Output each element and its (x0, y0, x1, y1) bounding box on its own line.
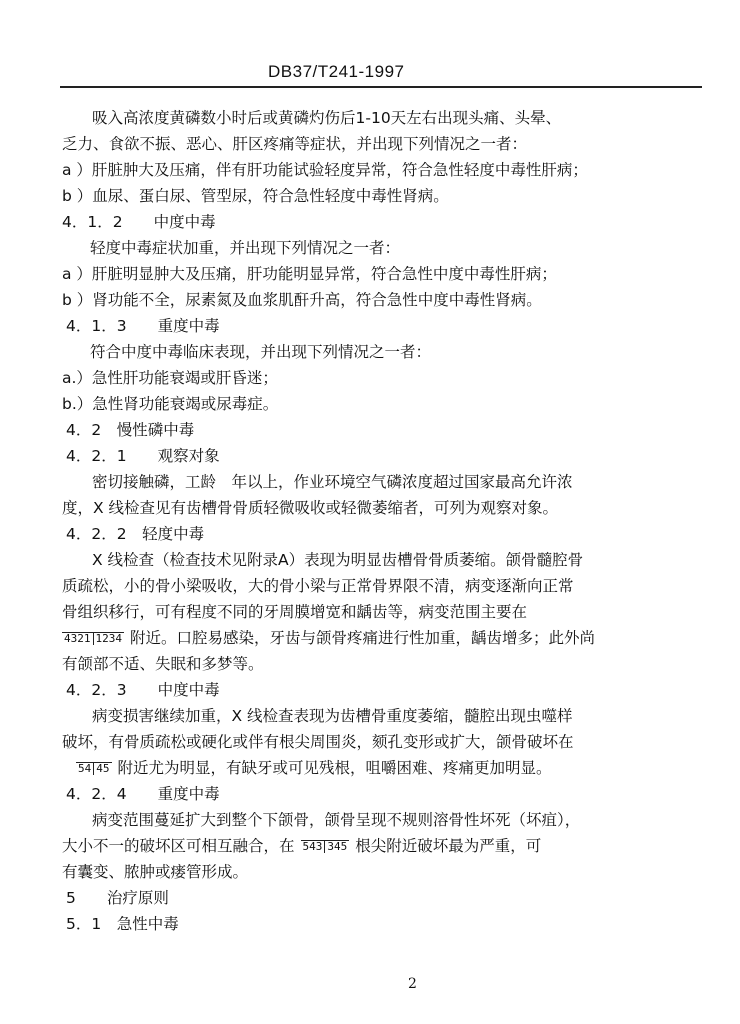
list-item-a: a ）肝脏明显肿大及压痛，肝功能明显异常，符合急性中度中毒性肝病； (62, 265, 557, 283)
body-line: 有囊变、脓肿或瘘管形成。 (62, 863, 249, 881)
section-heading: 4．2．4 重度中毒 (66, 785, 220, 803)
body-line: 病变范围蔓延扩大到整个下颌骨，颌骨呈现不规则溶骨性坏死（坏疽）， (92, 811, 581, 829)
tooth-notation (301, 840, 350, 853)
body-line: 轻度中毒症状加重，并出现下列情况之一者： (90, 239, 401, 257)
section-heading: 5 治疗原则 (66, 889, 169, 907)
tooth-right: 1234 (93, 632, 125, 645)
body-line-with-tooth-notation (56, 628, 595, 648)
section-heading: 4．2 慢性磷中毒 (66, 421, 195, 439)
header-rule (60, 86, 702, 88)
body-line-with-tooth-notation (62, 836, 541, 856)
list-item-b: b.）急性肾功能衰竭或尿毒症。 (62, 395, 279, 413)
line-suffix: 附近尤为明显，有缺牙或可见残根，咀嚼困难、疼痛更加明显。 (117, 759, 552, 777)
tooth-notation (76, 762, 112, 775)
tooth-left: 54 (78, 762, 92, 775)
body-line: X 线检查（检查技术见附录A）表现为明显齿槽骨骨质萎缩。颌骨髓腔骨 (92, 551, 584, 569)
list-item-a: a.）急性肝功能衰竭或肝昏迷； (62, 369, 278, 387)
body-line: 吸入高浓度黄磷数小时后或黄磷灼伤后1-10天左右出现头痛、头晕、 (92, 109, 562, 127)
line-suffix: 附近。口腔易感染，牙齿与颌骨疼痛进行性加重，龋齿增多；此外尚 (130, 629, 596, 647)
body-line: 符合中度中毒临床表现，并出现下列情况之一者： (90, 343, 432, 361)
line-prefix: 大小不一的破坏区可相互融合，在 (62, 837, 295, 855)
tooth-notation (62, 632, 124, 645)
body-line: 破坏，有骨质疏松或硬化或伴有根尖周围炎，颏孔变形或扩大，颌骨破坏在 (62, 733, 574, 751)
page-number: 2 (408, 976, 417, 992)
body-line: 骨组织移行，可有程度不同的牙周膜增宽和龋齿等，病变范围主要在 (62, 603, 528, 621)
body-line: 病变损害继续加重，X 线检查表现为齿槽骨重度萎缩，髓腔出现虫噬样 (92, 707, 573, 725)
tooth-left: 543 (302, 840, 323, 853)
section-heading: 4．2．1 观察对象 (66, 447, 220, 465)
section-heading: 4．1．3 重度中毒 (66, 317, 220, 335)
list-item-b: b ）血尿、蛋白尿、管型尿，符合急性轻度中毒性肾病。 (62, 187, 449, 205)
document-code: DB37/T241-1997 (268, 62, 405, 81)
body-line: 密切接触磷，工龄 年以上，作业环境空气磷浓度超过国家最高允许浓 (92, 473, 573, 491)
body-line: 乏力、食欲不振、恶心、肝区疼痛等症状，并出现下列情况之一者： (62, 135, 528, 153)
section-heading: 4．2．3 中度中毒 (66, 681, 220, 699)
section-heading: 4．1．2 中度中毒 (62, 213, 216, 231)
tooth-right: 345 (324, 840, 349, 853)
section-heading: 4．2．2 轻度中毒 (66, 525, 205, 543)
list-item-b: b ）肾功能不全，尿素氮及血浆肌酐升高，符合急性中度中毒性肾病。 (62, 291, 542, 309)
tooth-left: 4321 (64, 632, 91, 645)
tooth-right: 45 (93, 762, 111, 775)
section-heading: 5．1 急性中毒 (66, 915, 179, 933)
line-suffix: 根尖附近破坏最为严重，可 (355, 837, 542, 855)
list-item-a: a ）肝脏肿大及压痛，伴有肝功能试验轻度异常，符合急性轻度中毒性肝病； (62, 161, 588, 179)
body-line: 有颌部不适、失眠和多梦等。 (62, 655, 264, 673)
body-line: 度，X 线检查见有齿槽骨骨质轻微吸收或轻微萎缩者，可列为观察对象。 (62, 499, 559, 517)
body-line: 质疏松，小的骨小梁吸收，大的骨小梁与正常骨界限不清，病变逐渐向正常 (62, 577, 574, 595)
body-line-with-tooth-notation (70, 758, 552, 778)
